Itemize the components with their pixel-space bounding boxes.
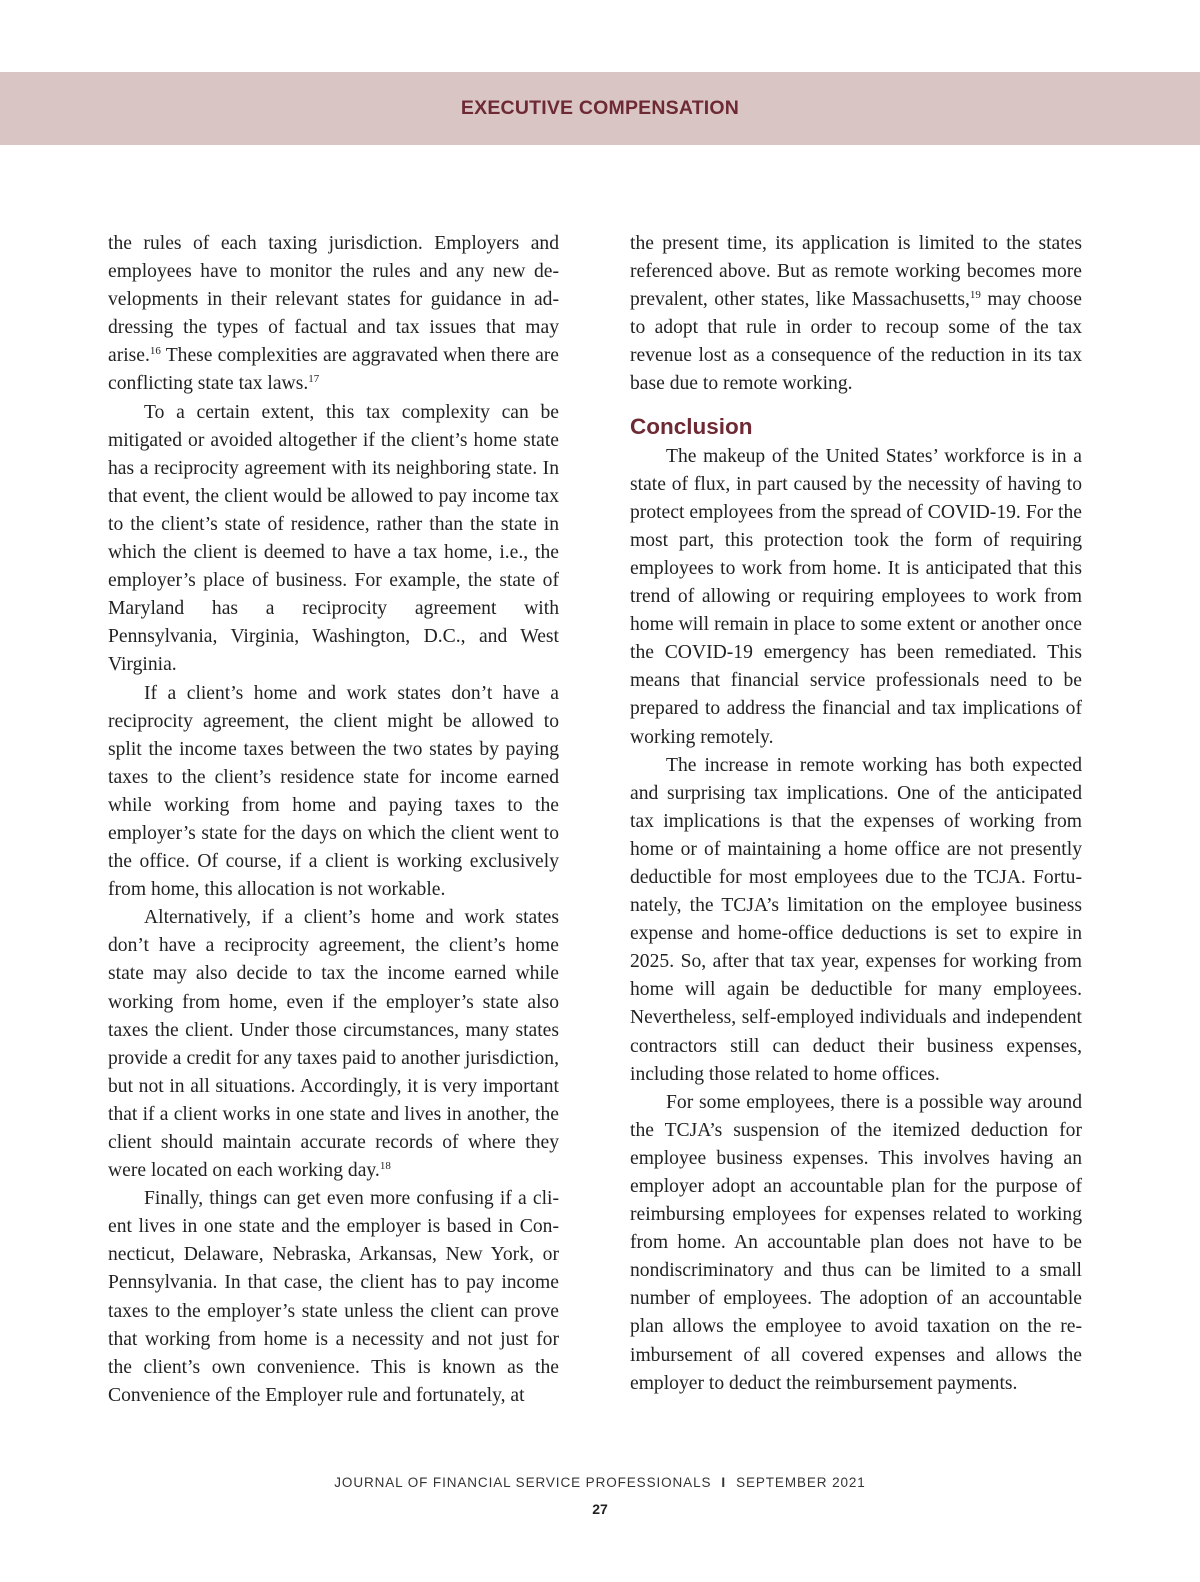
journal-name: JOURNAL OF FINANCIAL SERVICE PROFESSIONALS <box>334 1475 712 1490</box>
page-number: 27 <box>592 1501 608 1517</box>
paragraph: Alternatively, if a client’s home and work states don’t have a reciprocity agreement, the client’s home state may also decide to tax the income earned while working from home, even if the employer’s state also taxes the client. Under those circumstances, many states provide a credit for any taxes paid to another jurisdiction, but not in all situations. Accordingly, it is very important that if a client works in one state and lives in another, the client should maintain accurate records of where they were located on each working day.$^{18}$ <box>108 907 559 1182</box>
paragraph: The increase in remote working has both expected and surprising tax implications. One of the anticipated tax implications is that the expenses of working from home or of maintaining a home office are not presently deductible for most employees due to the TCJA. Fortunately, the TCJA’s limitation on the employee business expense and home-office deductions is set to expire in 2025. So, after that tax year, expenses for working from home will again be deductible for many employees. Nevertheless, self-employed individuals and independent contractors still can deduct their business expenses, including those related to home offices. <box>630 754 1082 1085</box>
footer-separator: I <box>721 1475 727 1490</box>
section-header-title: EXECUTIVE COMPENSATION <box>460 97 740 119</box>
right-column <box>630 230 1082 1398</box>
footnote-ref[interactable]: 19 <box>969 289 981 302</box>
paragraph: To a certain extent, this tax complexity can be mitigated or avoided altogether if the client’s home state has a reciprocity agreement with its neighboring state. In that event, the client would be allowed to pay income tax to the client’s state of residence, rather than the state in which the client is deemed to have a tax home, i.e., the employer’s place of business. For example, the state of Maryland has a reciprocity agreement with Pennsylvania, Virginia, Washington, D.C., and West Virginia. <box>108 401 559 676</box>
issue-date: SEPTEMBER 2021 <box>736 1475 866 1490</box>
footnote-ref[interactable]: 16 <box>149 345 161 358</box>
paragraph: For some employees, there is a possible way around the TCJA’s suspension of the itemized deduction for employee business expenses. This involves having an employer adopt an accountable plan for the purpose of reimbursing employees for expenses related to working from home. An accountable plan does not have to be nondiscriminatory and thus can be limited to a small number of employees. The adoption of an accountable plan allows the employee to avoid taxation on the reimbursement of all covered expenses and allows the employer to deduct the reimbursement payments. <box>630 1091 1082 1394</box>
paragraph: If a client’s home and work states don’t have a reciprocity agreement, the client might be allowed to split the income taxes between the two states by paying taxes to the client’s residence state for income earned while working from home and paying taxes to the employer’s state for the days on which the client went to the office. Of course, if a client is working exclusively from home, this allocation is not workable. <box>108 682 559 901</box>
footnote-ref[interactable]: 17 <box>308 373 320 386</box>
footer-journal-line <box>0 1475 1200 1490</box>
paragraph: the rules of each taxing jurisdiction. Employers and employees have to monitor the rules and any new developments in their relevant states for guidance in addressing the types of factual and tax issues that may arise.$^{16}$ These complexities are aggravated when there are conflicting state tax laws.$^{17}$ <box>108 233 559 395</box>
footnote-ref[interactable]: 18 <box>379 1160 391 1173</box>
left-column <box>108 230 559 1410</box>
paragraph: The makeup of the United States’ workforce is in a state of flux, in part caused by the necessity of having to protect employees from the spread of COVID-19. For the most part, this protection took the form of requiring employees to work from home. It is anticipated that this trend of allowing or requiring employees to work from home will remain in place to some extent or another once the COVID-19 emergency has been remediated. This means that financial service professionals need to be prepared to address the financial and tax implications of working remotely. <box>630 445 1082 748</box>
paragraph: the present time, its application is limited to the states referenced above. But as remote working becomes more prevalent, other states, like Massachusetts,$^{19}$ may choose to adopt that rule in order to recoup some of the tax revenue lost as a consequence of the reduction in its tax base due to remote working. <box>630 233 1082 395</box>
section-heading-conclusion: Conclusion <box>630 413 753 439</box>
paragraph: Finally, things can get even more confusing if a client lives in one state and the employer is based in Connecticut, Delaware, Nebraska, Arkansas, New York, or Pennsylvania. In that case, the client has to pay income taxes to the employer’s state unless the client can prove that working from home is a necessity and not just for the client’s own convenience. This is known as the Convenience of the Employer rule and fortunately, at <box>108 1188 559 1406</box>
